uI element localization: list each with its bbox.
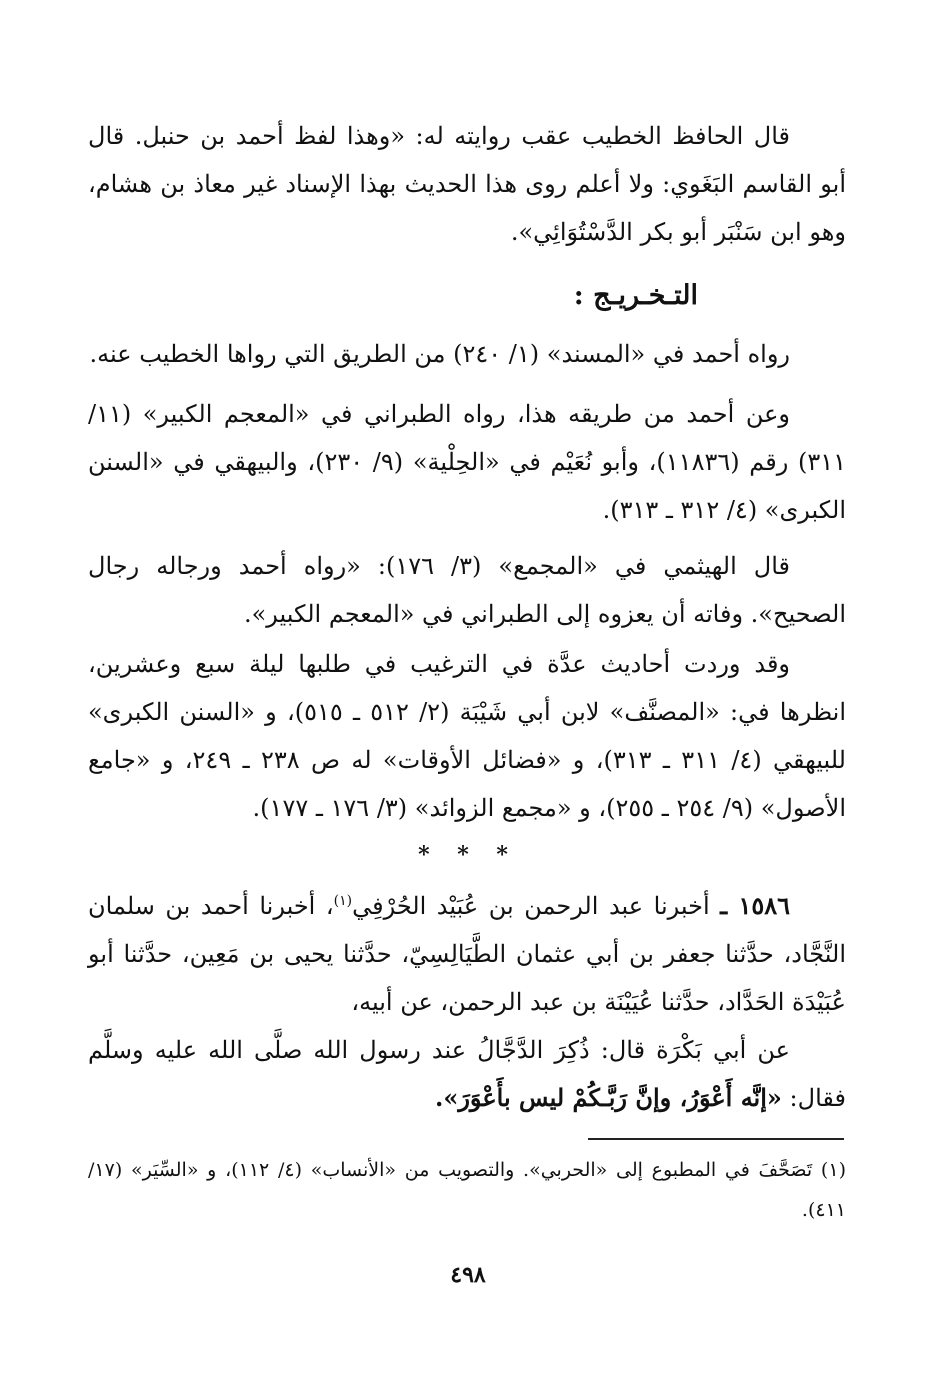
paragraph-other-hadiths bbox=[88, 640, 846, 832]
paragraph-haythami bbox=[88, 542, 846, 638]
footnote-reference: (١) bbox=[333, 893, 353, 909]
hadith-isnad bbox=[88, 882, 846, 1026]
footnote bbox=[88, 1150, 846, 1230]
paragraph-musnad bbox=[88, 330, 846, 378]
paragraph-text: وعن أحمد من طريقه هذا، رواه الطبراني في «المعجم الكبير» (١١/ ٣١١) رقم (١١٨٣٦)، وأبو نُعَيْم في «الحِلْية» (٩/ ٢٣٠)، والبيهقي في «السنن الكبرى» (٤/ ٣١٢ ـ ٣١٣). bbox=[88, 400, 847, 524]
paragraph-khatib-quote bbox=[88, 112, 846, 256]
paragraph-text: رواه أحمد في «المسند» (١/ ٢٤٠) من الطريق التي رواها الخطيب عنه. bbox=[89, 340, 790, 368]
paragraph-tabarani bbox=[88, 390, 846, 534]
page-number: ٤٩٨ bbox=[450, 1262, 486, 1288]
footnote-text: (١) تَصَحَّفَ في المطبوع إلى «الحربي». والتصويب من «الأنساب» (٤/ ١١٢)، و «السِّيَر» (١٧/ ٤١١). bbox=[88, 1159, 846, 1221]
paragraph-text: قال الحافظ الخطيب عقب روايته له: «وهذا لفظ أحمد بن حنبل. قال أبو القاسم البَغَوي: ولا أعلم روى هذا الحديث بهذا الإسناد غير معاذ بن هشام، وهو ابن سَنْبَر أبو بكر الدَّسْتُوَائِي». bbox=[88, 122, 846, 246]
prophet-words: «إنَّه أَعْوَرُ، وإنَّ رَبَّـكُمْ ليس بأَعْوَرَ». bbox=[434, 1083, 782, 1112]
matn-intro: عن أبي بَكْرَة قال: ذُكِرَ الدَّجَّالُ عند رسول الله صلَّى الله عليه وسلَّم فقال: bbox=[88, 1036, 846, 1112]
isnad-text-part1: أخبرنا عبد الرحمن بن عُبَيْد الحُرْفِي bbox=[352, 892, 710, 920]
section-heading-takhrij: التـخـريـج : bbox=[573, 280, 698, 311]
paragraph-text: قال الهيثمي في «المجمع» (٣/ ١٧٦): «رواه أحمد ورجاله رجال الصحيح». وفاته أن يعزوه إلى الطبراني في «المعجم الكبير». bbox=[88, 552, 846, 628]
hadith-number: ١٥٨٦ ـ bbox=[720, 891, 790, 920]
isnad-text-part2: ، أخبرنا أحمد بن سلمان النَّجَّاد، حدَّثنا جعفر بن أبي عثمان الطَّيَالِسِيّ، حدَّثنا يحيى بن مَعِين، حدَّثنا أبو عُبَيْدَة الحَدَّاد، حدَّثنا عُيَيْنَة بن عبد الرحمن، عن أبيه، bbox=[88, 892, 846, 1016]
footnote-divider bbox=[588, 1138, 844, 1140]
section-separator: * * * bbox=[418, 842, 518, 868]
hadith-matn bbox=[88, 1026, 846, 1122]
paragraph-text: وقد وردت أحاديث عدَّة في الترغيب في طلبها ليلة سبع وعشرين، انظرها في: «المصنَّف» لابن أبي شَيْبَة (٢/ ٥١٢ ـ ٥١٥)، و «السنن الكبرى» للبيهقي (٤/ ٣١١ ـ ٣١٣)، و «فضائل الأوقات» له ص ٢٣٨ ـ ٢٤٩، و «جامع الأصول» (٩/ ٢٥٤ ـ ٢٥٥)، و «مجمع الزوائد» (٣/ ١٧٦ ـ ١٧٧). bbox=[88, 650, 847, 822]
